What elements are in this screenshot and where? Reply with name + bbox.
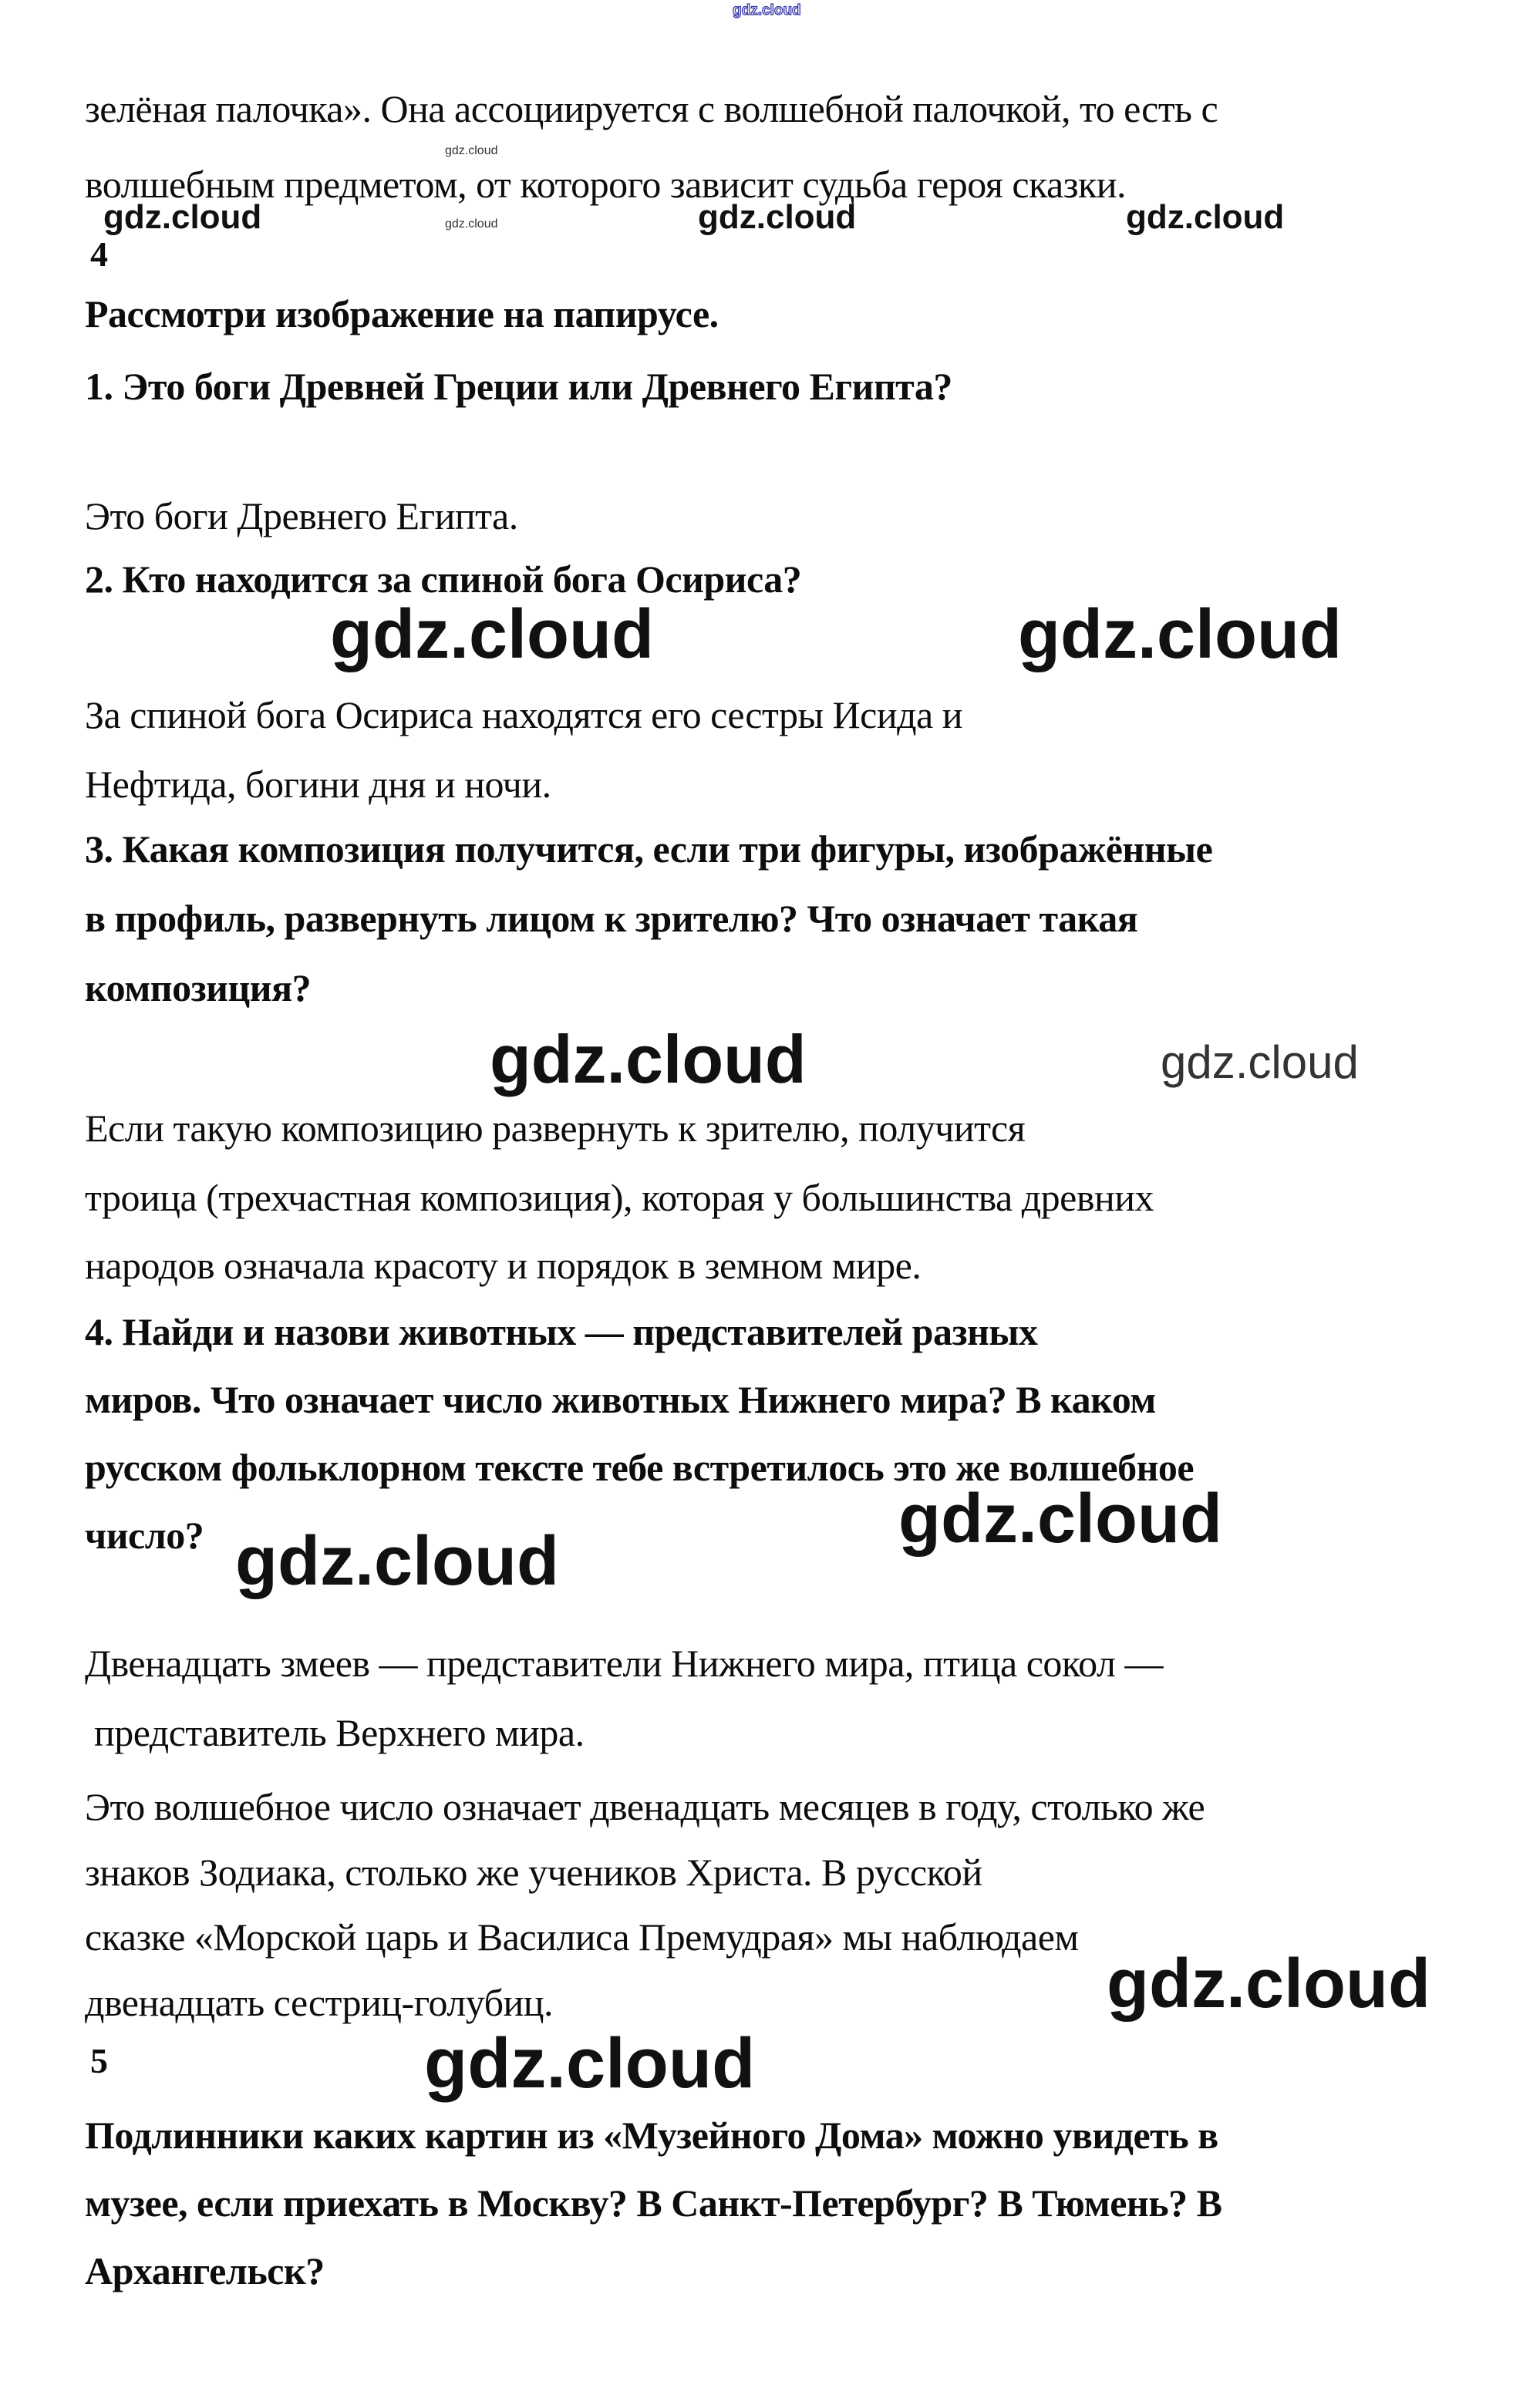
task4-question-3-line-1: 3. Какая композиция получится, если три фигуры, изображённые bbox=[85, 827, 1213, 871]
task4-answer-1: Это боги Древнего Египта. bbox=[85, 494, 518, 537]
watermark-gdz-cloud-q3-right: gdz.cloud bbox=[1161, 1036, 1359, 1088]
task4-answer-4-line-2: представитель Верхнего мира. bbox=[94, 1711, 585, 1754]
task4-question-1: 1. Это боги Древней Греции или Древнего Египта? bbox=[85, 365, 952, 408]
task4-answer-4-line-5: сказке «Морской царь и Василиса Премудрая» мы наблюдаем bbox=[85, 1915, 1079, 1959]
task4-question-4-line-2: миров. Что означает число животных Нижнего мира? В каком bbox=[85, 1378, 1156, 1421]
task4-answer-4-line-4: знаков Зодиака, столько же учеников Христа. В русской bbox=[85, 1851, 982, 1894]
task4-answer-3-line-2: троица (трехчастная композиция), которая у большинства древних bbox=[85, 1176, 1154, 1219]
task4-question-3-line-3: композиция? bbox=[85, 966, 312, 1009]
task4-question-4-line-4: число? bbox=[85, 1514, 204, 1557]
watermark-gdz-cloud-q3-center: gdz.cloud bbox=[490, 1021, 807, 1097]
watermark-gdz-cloud-bottom-center: gdz.cloud bbox=[424, 2024, 756, 2103]
intro-line-2: волшебным предметом, от которого зависит судьба героя сказки. bbox=[85, 163, 1127, 206]
task4-question-3-line-2: в профиль, развернуть лицом к зрителю? Что означает такая bbox=[85, 897, 1138, 940]
watermark-gdz-cloud-q2-left: gdz.cloud bbox=[330, 596, 654, 673]
watermark-gdz-cloud-row-right: gdz.cloud bbox=[1126, 198, 1285, 236]
task4-heading: Рассмотри изображение на папирусе. bbox=[85, 292, 719, 335]
watermark-gdz-cloud-bottom-right: gdz.cloud bbox=[1107, 1945, 1430, 2023]
watermark-gdz-cloud-q2-right: gdz.cloud bbox=[1018, 596, 1342, 673]
watermark-gdz-cloud-row-center: gdz.cloud bbox=[698, 198, 857, 236]
task4-answer-2-line-2: Нефтида, богини дня и ночи. bbox=[85, 763, 551, 806]
task4-answer-2-line-1: За спиной бога Осириса находятся его сестры Исида и bbox=[85, 693, 963, 736]
watermark-gdz-cloud-small-1: gdz.cloud bbox=[445, 144, 498, 157]
task4-answer-4-line-3: Это волшебное число означает двенадцать месяцев в году, столько же bbox=[85, 1785, 1205, 1828]
watermark-gdz-cloud-row-left: gdz.cloud bbox=[103, 198, 262, 236]
task5-question-line-3: Архангельск? bbox=[85, 2249, 325, 2292]
watermark-gdz-cloud-small-2: gdz.cloud bbox=[445, 217, 498, 231]
watermark-gdz-cloud-top-blue: gdz.cloud bbox=[733, 2, 801, 19]
intro-line-1: зелёная палочка». Она ассоциируется с волшебной палочкой, то есть с bbox=[85, 87, 1218, 130]
watermark-gdz-cloud-q4-left: gdz.cloud bbox=[235, 1523, 559, 1600]
task5-question-line-1: Подлинники каких картин из «Музейного Дома» можно увидеть в bbox=[85, 2114, 1218, 2157]
task4-question-4-line-1: 4. Найди и назови животных — представителей разных bbox=[85, 1310, 1038, 1353]
task4-answer-3-line-3: народов означала красоту и порядок в земном мире. bbox=[85, 1244, 922, 1287]
page-number-top: 4 bbox=[90, 234, 108, 274]
page-number-bottom: 5 bbox=[90, 2041, 108, 2080]
task4-question-2: 2. Кто находится за спиной бога Осириса? bbox=[85, 558, 802, 601]
task4-answer-4-line-6: двенадцать сестриц-голубиц. bbox=[85, 1981, 554, 2024]
task5-question-line-2: музее, если приехать в Москву? В Санкт-Петербург? В Тюмень? В bbox=[85, 2181, 1222, 2225]
task4-answer-3-line-1: Если такую композицию развернуть к зрителю, получится bbox=[85, 1107, 1026, 1150]
watermark-gdz-cloud-q4-right: gdz.cloud bbox=[898, 1481, 1222, 1558]
task4-answer-4-line-1: Двенадцать змеев — представители Нижнего мира, птица сокол — bbox=[85, 1642, 1163, 1685]
task4-question-4-line-3: русском фольклорном тексте тебе встретилось это же волшебное bbox=[85, 1446, 1195, 1489]
